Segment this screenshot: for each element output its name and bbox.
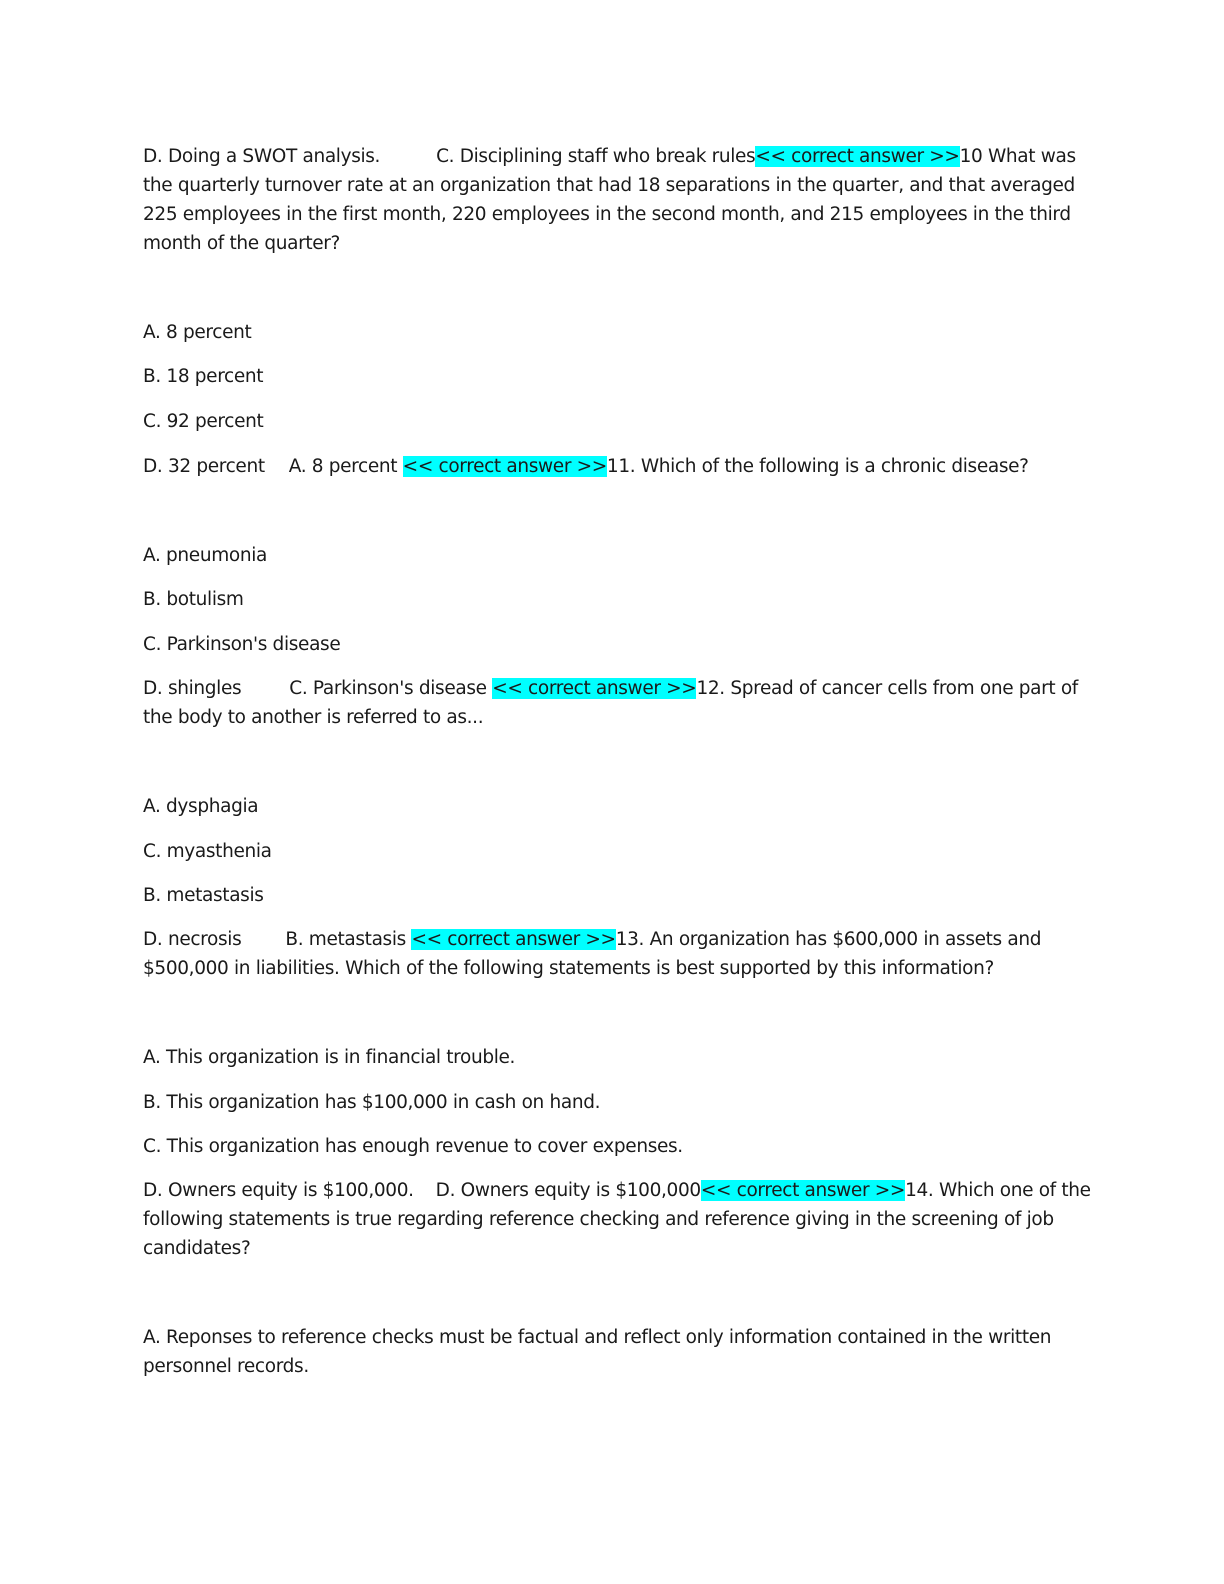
text-segment: A. dysphagia [143, 796, 259, 817]
text-segment: A. 8 percent [143, 322, 252, 343]
text-segment: 225 employees in the first month, 220 employees in the second month, and 215 employees in the third [143, 204, 1071, 225]
correct-answer-highlight: << correct answer >> [411, 929, 616, 950]
text-segment: D. shingles [143, 678, 242, 699]
text-segment: B. metastasis [143, 885, 264, 906]
text-line [143, 541, 267, 570]
text-line [143, 1176, 1091, 1205]
text-segment: C. 92 percent [143, 411, 264, 432]
text-segment: the body to another is referred to as... [143, 707, 484, 728]
text-segment: C. myasthenia [143, 841, 272, 862]
text-segment: B. metastasis [285, 929, 412, 950]
text-line [143, 1323, 1051, 1352]
text-line [143, 200, 1071, 229]
text-line [143, 142, 1076, 171]
text-segment: candidates? [143, 1238, 251, 1259]
text-line [143, 229, 340, 258]
text-line [143, 630, 340, 659]
text-segment: C. Disciplining staff who break rules [436, 146, 756, 167]
text-line [143, 362, 263, 391]
text-line [143, 1043, 515, 1072]
text-segment: C. This organization has enough revenue to cover expenses. [143, 1136, 683, 1157]
correct-answer-highlight: << correct answer >> [755, 146, 960, 167]
text-line [143, 674, 1078, 703]
correct-answer-highlight: << correct answer >> [492, 678, 697, 699]
text-segment: 14. Which one of the [905, 1180, 1091, 1201]
text-segment: D. necrosis [143, 929, 242, 950]
text-line [143, 881, 264, 910]
text-line [143, 954, 994, 983]
correct-answer-highlight: << correct answer >> [700, 1180, 906, 1201]
text-line [143, 318, 251, 347]
text-segment: 12. Spread of cancer cells from one part of [696, 678, 1078, 699]
text-segment: D. 32 percent [143, 456, 265, 477]
text-segment: 13. An organization has $600,000 in assets and [615, 929, 1042, 950]
text-segment: the quarterly turnover rate at an organization that had 18 separations in the quarter, and that averaged [143, 175, 1075, 196]
correct-answer-highlight: << correct answer >> [402, 456, 607, 477]
text-line [143, 1234, 250, 1263]
text-segment: D. Owners equity is $100,000. [143, 1180, 414, 1201]
text-segment: C. Parkinson's disease [289, 678, 493, 699]
text-segment: A. Reponses to reference checks must be factual and reflect only information contained in the written [143, 1327, 1052, 1348]
text-line [143, 837, 272, 866]
text-line [143, 407, 263, 436]
text-segment: A. This organization is in financial trouble. [143, 1047, 516, 1068]
text-segment: C. Parkinson's disease [143, 634, 341, 655]
text-line [143, 452, 1029, 481]
text-line [143, 792, 258, 821]
text-segment: B. botulism [143, 589, 244, 610]
text-segment: D. Owners equity is $100,000 [435, 1180, 701, 1201]
text-line [143, 1132, 683, 1161]
text-line [143, 1205, 1054, 1234]
text-segment: B. 18 percent [143, 366, 264, 387]
text-line [143, 1088, 600, 1117]
text-segment: $500,000 in liabilities. Which of the following statements is best supported by this information? [143, 958, 994, 979]
text-segment: following statements is true regarding reference checking and reference giving in the screening of job [143, 1209, 1054, 1230]
text-segment: month of the quarter? [143, 233, 340, 254]
text-segment: D. Doing a SWOT analysis. [143, 146, 381, 167]
text-segment: personnel records. [143, 1356, 309, 1377]
text-segment: A. 8 percent [288, 456, 403, 477]
text-segment: A. pneumonia [143, 545, 268, 566]
text-segment: B. This organization has $100,000 in cash on hand. [143, 1092, 601, 1113]
text-segment: 11. Which of the following is a chronic disease? [606, 456, 1029, 477]
text-line [143, 703, 483, 732]
text-line [143, 171, 1075, 200]
text-segment: 10 What was [959, 146, 1076, 167]
text-line [143, 925, 1041, 954]
text-line [143, 585, 244, 614]
text-line [143, 1352, 309, 1381]
